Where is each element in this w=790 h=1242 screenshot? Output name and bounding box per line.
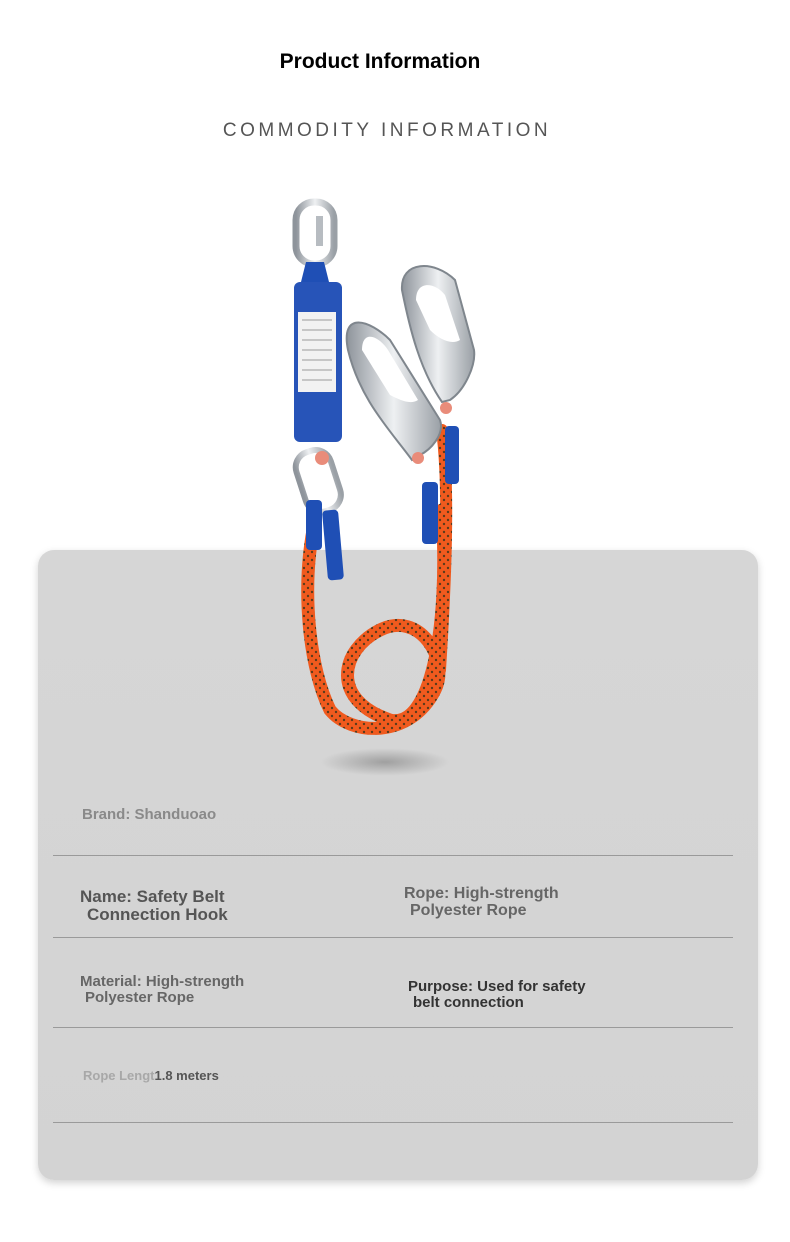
- rope-field: [404, 886, 559, 920]
- divider: [53, 1122, 733, 1123]
- rope-length-value: 1.8 meters: [154, 1068, 219, 1083]
- rope-line-2: Polyester Rope: [410, 901, 527, 919]
- name-line-1: Name: Safety Belt: [80, 887, 225, 906]
- product-shadow: [320, 748, 450, 776]
- rope-length-field: [83, 1069, 219, 1083]
- name-line-2: Connection Hook: [87, 904, 228, 924]
- rope-line-1: Rope: High-strength: [404, 885, 559, 902]
- rope-length-label: Rope Lengt: [83, 1068, 155, 1083]
- material-line-2: Polyester Rope: [85, 988, 195, 1006]
- purpose-line-1: Purpose: Used for safety: [408, 978, 586, 995]
- page-title: Product Information: [279, 50, 481, 73]
- name-field: [80, 888, 228, 924]
- safety-lanyard-icon: [270, 190, 500, 750]
- material-field: [80, 974, 244, 1006]
- purpose-line-2: belt connection: [413, 993, 524, 1011]
- purpose-field: [408, 979, 586, 1011]
- page-subtitle: COMMODITY INFORMATION: [222, 120, 552, 141]
- divider: [53, 855, 733, 856]
- divider: [53, 1027, 733, 1028]
- brand-text: Brand: Shanduoao: [82, 806, 217, 823]
- brand-field: [82, 807, 216, 823]
- material-line-1: Material: High-strength: [80, 973, 245, 990]
- divider: [53, 937, 733, 938]
